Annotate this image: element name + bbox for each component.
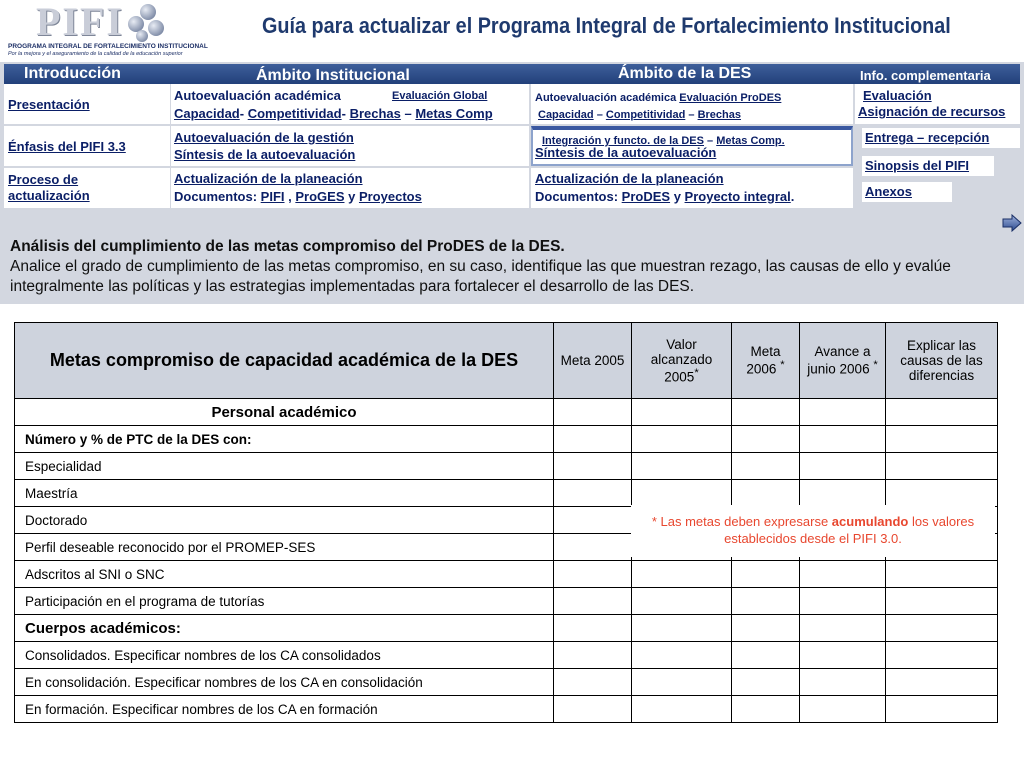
row-label-consolidados: Consolidados. Especificar nombres de los CA consolidados	[15, 642, 554, 669]
inst-row1-links	[174, 105, 493, 123]
table-cell[interactable]	[554, 426, 632, 453]
table-cell[interactable]	[554, 399, 632, 426]
table-cell[interactable]	[632, 696, 732, 723]
table-cell[interactable]	[886, 399, 998, 426]
col-valor-alcanzado	[632, 323, 732, 399]
asterisk: *	[780, 359, 785, 372]
nav-cell-enfasis	[4, 126, 170, 166]
table-cell[interactable]	[632, 615, 732, 642]
link-evaluacion-global[interactable]: Evaluación Global	[392, 90, 488, 102]
table-cell[interactable]	[732, 696, 800, 723]
link-capacidad-des[interactable]: Capacidad	[538, 109, 594, 121]
table-row	[15, 615, 998, 642]
link-actualizacion-planeacion-inst[interactable]: Actualización de la planeación	[174, 171, 363, 186]
table-cell[interactable]	[800, 642, 886, 669]
link-enfasis[interactable]: Énfasis del PIFI 3.3	[8, 139, 126, 154]
link-pifi[interactable]: PIFI	[260, 189, 285, 204]
table-row	[15, 561, 998, 588]
col-meta-2006-label: Meta 2006	[746, 344, 781, 377]
table-cell[interactable]	[886, 480, 998, 507]
separator: -	[341, 106, 350, 121]
row-label-formacion: En formación. Especificar nombres de los CA en formación	[15, 696, 554, 723]
table-cell[interactable]	[886, 669, 998, 696]
nav-header-info: Info. complementaria	[860, 68, 991, 83]
nav-cell-des-integracion-selected	[531, 126, 853, 166]
nav-header-bar	[4, 64, 1020, 84]
logo-balls-icon	[128, 4, 168, 44]
table-row	[15, 669, 998, 696]
footnote-text: * Las metas deben expresarse	[651, 514, 832, 529]
table-cell[interactable]	[632, 561, 732, 588]
inst-documents	[174, 188, 422, 206]
header	[0, 0, 1024, 62]
link-proges[interactable]: ProGES	[295, 189, 345, 204]
logo-subtitle: PROGRAMA INTEGRAL DE FORTALECIMIENTO INSTITUCIONAL	[8, 43, 208, 50]
table-cell[interactable]	[800, 480, 886, 507]
link-presentacion[interactable]: Presentación	[8, 97, 90, 112]
separator: –	[703, 135, 717, 147]
next-arrow-icon[interactable]	[1002, 214, 1022, 232]
nav-cell-anexos	[862, 182, 952, 202]
row-label-doctorado: Doctorado	[15, 507, 554, 534]
table-cell[interactable]	[732, 399, 800, 426]
link-brechas[interactable]: Brechas	[349, 106, 401, 121]
link-capacidad[interactable]: Capacidad	[174, 106, 240, 121]
navigation-panel	[0, 62, 1024, 304]
footnote	[631, 505, 995, 557]
row-label-maestria: Maestría	[15, 480, 554, 507]
table-cell[interactable]	[632, 588, 732, 615]
separator: ,	[284, 189, 296, 204]
table-cell[interactable]	[886, 642, 998, 669]
table-cell[interactable]	[800, 588, 886, 615]
table-cell[interactable]	[800, 453, 886, 480]
nav-cell-des-planeacion	[531, 168, 853, 208]
row-label-especialidad: Especialidad	[15, 453, 554, 480]
link-entrega-recepcion[interactable]: Entrega – recepción	[865, 130, 990, 145]
link-actualizacion-planeacion-des[interactable]: Actualización de la planeación	[535, 171, 724, 186]
table-row	[15, 453, 998, 480]
label-autoevaluacion-academica: Autoevaluación académica	[174, 88, 341, 103]
col-explicar: Explicar las causas de las diferencias	[886, 323, 998, 399]
table-cell[interactable]	[632, 453, 732, 480]
link-asignacion-recursos[interactable]: Asignación de recursos	[858, 104, 1006, 119]
row-label-tutorias: Participación en el programa de tutorías	[15, 588, 554, 615]
table-cell[interactable]	[800, 426, 886, 453]
table-cell[interactable]	[554, 642, 632, 669]
link-proyecto-integral[interactable]: Proyecto integral	[684, 189, 791, 204]
nav-cell-sinopsis	[862, 156, 994, 176]
table-cell[interactable]	[886, 426, 998, 453]
nav-cell-entrega	[862, 128, 1020, 148]
nav-cell-inst-planeacion	[171, 168, 529, 208]
nav-cell-inst-gestion	[171, 126, 529, 166]
table-cell[interactable]	[800, 615, 886, 642]
documents-label: Documentos:	[174, 189, 261, 204]
separator: –	[593, 109, 606, 121]
table-cell[interactable]	[886, 453, 998, 480]
table-cell[interactable]	[632, 399, 732, 426]
link-competitividad[interactable]: Competitividad	[247, 106, 342, 121]
table-cell[interactable]	[554, 696, 632, 723]
footnote-emphasis: acumulando	[831, 514, 909, 529]
link-anexos[interactable]: Anexos	[865, 184, 912, 199]
des-row1-top	[535, 88, 781, 106]
nav-header-institucional: Ámbito Institucional	[256, 67, 410, 84]
table-cell[interactable]	[632, 669, 732, 696]
footnote-text-end: los valores establecidos desde el PIFI 3.0.	[724, 514, 975, 546]
link-sintesis-des[interactable]: Síntesis de la autoevaluación	[535, 145, 717, 160]
table-cell[interactable]	[732, 426, 800, 453]
table-cell[interactable]	[732, 588, 800, 615]
table-cell[interactable]	[554, 669, 632, 696]
link-evaluacion-prodes[interactable]: Evaluación ProDES	[679, 92, 782, 104]
link-proceso[interactable]: Proceso de	[8, 172, 79, 187]
table-cell[interactable]	[554, 615, 632, 642]
logo-word: PIFI	[36, 0, 124, 44]
nav-cell-inst-autoevaluacion	[171, 84, 529, 124]
col-meta-2006	[732, 323, 800, 399]
link-competitividad-des[interactable]: Competitividad	[605, 109, 686, 121]
table-cell[interactable]	[554, 507, 632, 534]
table-cell[interactable]	[554, 480, 632, 507]
des-row1-links	[538, 105, 741, 123]
table-row	[15, 642, 998, 669]
row-label-cuerpos: Cuerpos académicos:	[15, 615, 554, 642]
table-cell[interactable]	[800, 561, 886, 588]
asterisk: *	[873, 359, 878, 372]
nav-cell-presentacion	[4, 84, 170, 124]
row-label-sni: Adscritos al SNI o SNC	[15, 561, 554, 588]
link-evaluacion[interactable]: Evaluación	[863, 88, 932, 103]
row-label-personal: Personal académico	[15, 399, 554, 426]
table-row	[15, 588, 998, 615]
table-cell[interactable]	[632, 426, 732, 453]
table-row	[15, 426, 998, 453]
link-metas-comp-des[interactable]: Metas Comp.	[716, 135, 785, 147]
link-proyectos[interactable]: Proyectos	[358, 189, 422, 204]
table-main-header: Metas compromiso de capacidad académica de la DES	[15, 323, 554, 399]
row-label-perfil: Perfil deseable reconocido por el PROMEP-SES	[15, 534, 554, 561]
table-cell[interactable]	[800, 399, 886, 426]
label-autoevaluacion-des: Autoevaluación académica	[535, 92, 680, 104]
logo-tagline: Por la mejora y el aseguramiento de la calidad de la educación superior	[8, 51, 183, 57]
link-brechas-des[interactable]: Brechas	[697, 109, 741, 121]
table-cell[interactable]	[632, 642, 732, 669]
table-header-row	[15, 323, 998, 399]
link-prodes[interactable]: ProDES	[621, 189, 671, 204]
asterisk: *	[694, 366, 699, 379]
table-cell[interactable]	[800, 669, 886, 696]
table-cell[interactable]	[732, 453, 800, 480]
table-cell[interactable]	[886, 588, 998, 615]
table-cell[interactable]	[886, 696, 998, 723]
table-cell[interactable]	[554, 561, 632, 588]
section-description: Analice el grado de cumplimiento de las metas compromiso, en su caso, identifique las que muestran rezago, las causas de ello y evalúe integralmente las políticas y las estrategias implementadas para fortalecer el desarrollo de las DES.	[10, 258, 951, 295]
pifi-logo	[4, 0, 208, 58]
row-label-consolidacion: En consolidación. Especificar nombres de los CA en consolidación	[15, 669, 554, 696]
table-cell[interactable]	[886, 615, 998, 642]
table-row	[15, 399, 998, 426]
link-autoevaluacion-gestion[interactable]: Autoevaluación de la gestión	[174, 130, 354, 145]
separator: –	[685, 109, 698, 121]
link-sintesis-inst[interactable]: Síntesis de la autoevaluación	[174, 147, 356, 162]
separator: .	[790, 189, 795, 204]
link-integracion-des[interactable]: Integración y functo. de la DES	[542, 135, 704, 147]
table-cell[interactable]	[732, 642, 800, 669]
table-cell[interactable]	[732, 480, 800, 507]
nav-cell-des-autoevaluacion	[531, 84, 853, 124]
col-avance-label: Avance a junio 2006	[807, 344, 871, 377]
documents-label: Documentos:	[535, 189, 622, 204]
table-cell[interactable]	[554, 534, 632, 561]
table-cell[interactable]	[554, 453, 632, 480]
section-title: Análisis del cumplimiento de las metas compromiso del ProDES de la DES.	[10, 238, 565, 255]
link-metas-comp[interactable]: Metas Comp	[415, 106, 493, 121]
col-meta-2005: Meta 2005	[554, 323, 632, 399]
separator: –	[400, 106, 416, 121]
table-cell[interactable]	[886, 561, 998, 588]
col-avance	[800, 323, 886, 399]
link-sinopsis[interactable]: Sinopsis del PIFI	[865, 158, 970, 173]
col-valor-label: Valor alcanzado 2005	[650, 336, 713, 385]
table-cell[interactable]	[632, 480, 732, 507]
link-actualizacion[interactable]: actualización	[8, 188, 90, 203]
nav-cell-proceso	[4, 168, 170, 208]
nav-header-intro: Introducción	[24, 65, 121, 82]
table-row	[15, 696, 998, 723]
table-row	[15, 480, 998, 507]
separator: -	[239, 106, 248, 121]
table-cell[interactable]	[554, 588, 632, 615]
separator: y	[344, 189, 359, 204]
nav-cell-evaluacion	[855, 84, 1020, 124]
table-cell[interactable]	[732, 561, 800, 588]
row-label-ptc: Número y % de PTC de la DES con:	[15, 426, 554, 453]
table-cell[interactable]	[800, 696, 886, 723]
separator: y	[670, 189, 685, 204]
table-cell[interactable]	[732, 615, 800, 642]
page-title: Guía para actualizar el Programa Integral de Fortalecimiento Institucional	[262, 13, 951, 38]
des-documents	[535, 188, 794, 206]
table-cell[interactable]	[732, 669, 800, 696]
nav-header-des: Ámbito de la DES	[618, 65, 752, 82]
